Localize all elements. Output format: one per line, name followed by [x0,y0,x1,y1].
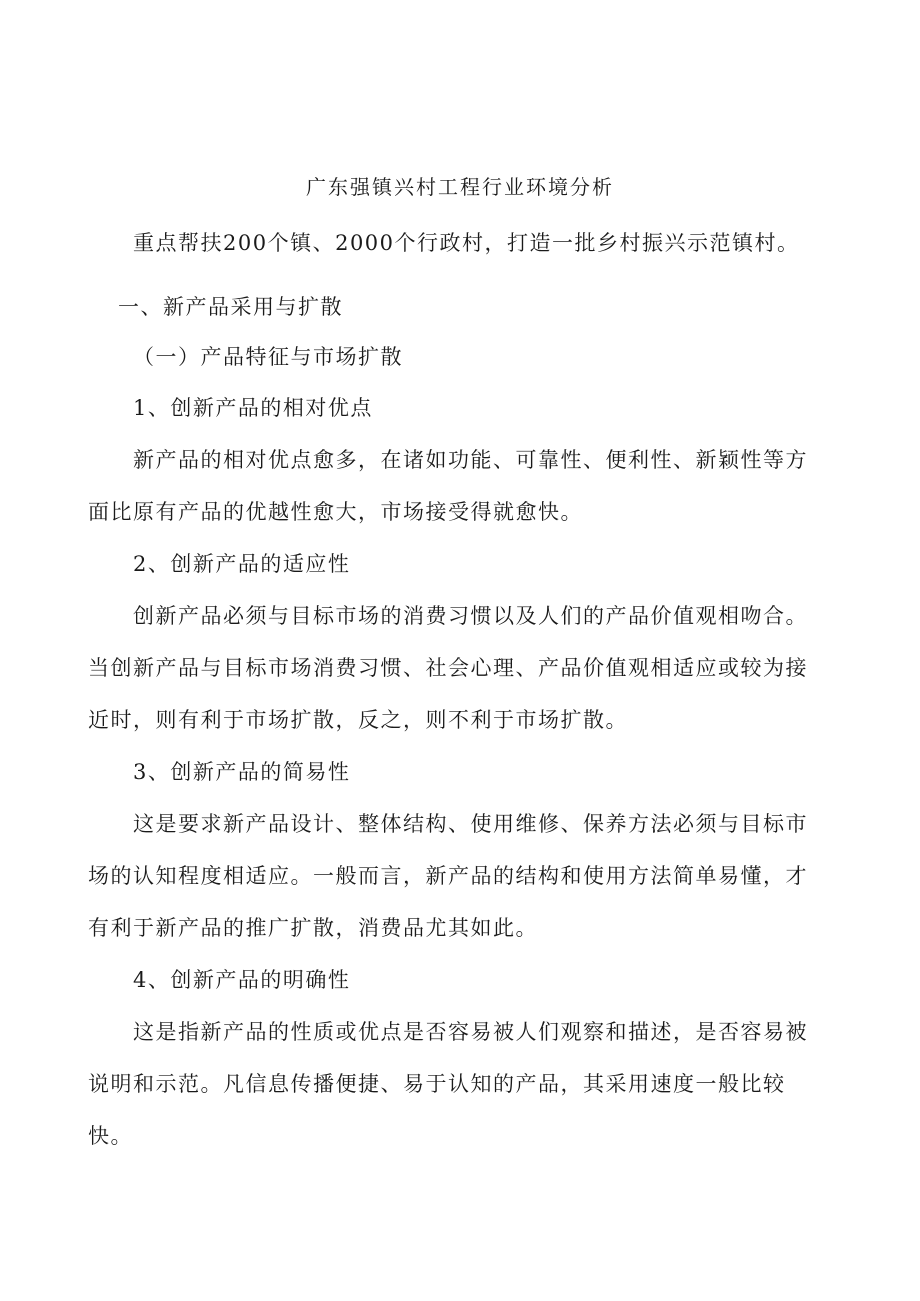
item2-line-1: 创新产品必须与目标市场的消费习惯以及人们的产品价值观相吻合。 [133,604,808,628]
item4-line-1: 这是指新产品的性质或优点是否容易被人们观察和描述，是否容易被 [133,1020,808,1044]
section-heading-1: 一、新产品采用与扩散 [118,295,343,319]
item-heading-1: 1、创新产品的相对优点 [133,396,373,420]
item4-line-3: 快。 [88,1124,133,1148]
item-heading-4: 4、创新产品的明确性 [133,968,351,992]
item-heading-3: 3、创新产品的简易性 [133,760,351,784]
item2-line-3: 近时，则有利于市场扩散，反之，则不利于市场扩散。 [88,708,628,732]
item3-line-3: 有利于新产品的推广扩散，消费品尤其如此。 [88,916,538,940]
item1-line-2: 面比原有产品的优越性愈大，市场接受得就愈快。 [88,500,583,524]
item-heading-2: 2、创新产品的适应性 [133,552,351,576]
item1-line-1: 新产品的相对优点愈多，在诸如功能、可靠性、便利性、新颖性等方 [133,448,808,472]
item3-line-1: 这是要求新产品设计、整体结构、使用维修、保养方法必须与目标市 [133,812,808,836]
subsection-heading-1: （一）产品特征与市场扩散 [133,345,403,369]
document-title: 广东强镇兴村工程行业环境分析 [306,175,614,199]
item2-line-2: 当创新产品与目标市场消费习惯、社会心理、产品价值观相适应或较为接 [88,656,808,680]
intro-paragraph: 重点帮扶200个镇、2000个行政村，打造一批乡村振兴示范镇村。 [133,231,800,255]
item3-line-2: 场的认知程度相适应。一般而言，新产品的结构和使用方法简单易懂，才 [88,864,808,888]
item4-line-2: 说明和示范。凡信息传播便捷、易于认知的产品，其采用速度一般比较 [88,1072,786,1096]
